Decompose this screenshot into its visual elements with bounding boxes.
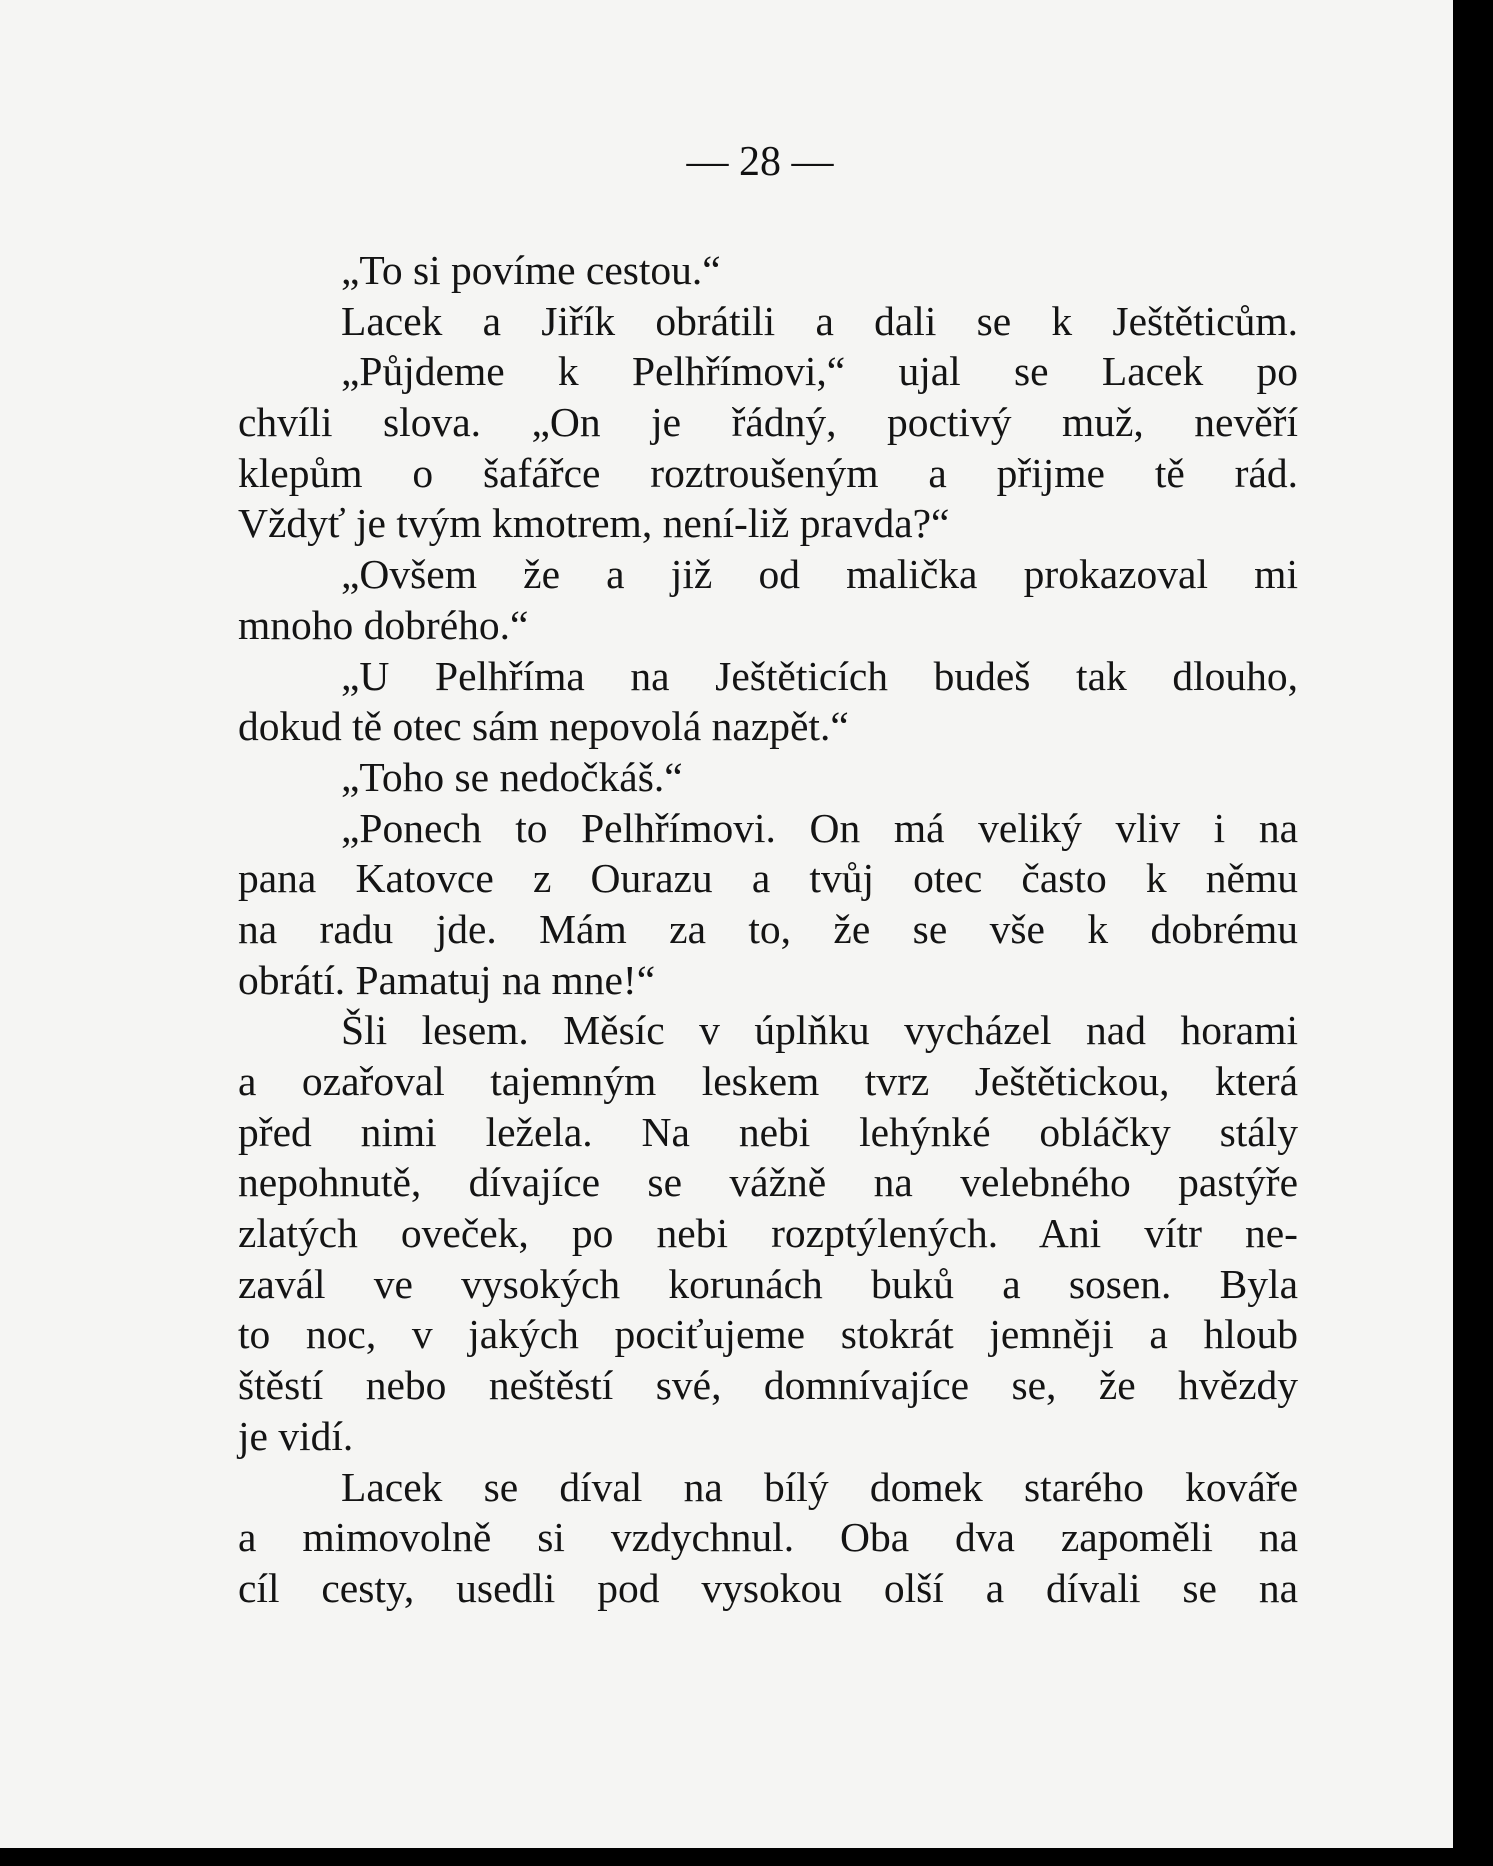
page-number: — 28 — <box>686 139 834 185</box>
text-line: „To si povíme cestou.“ <box>341 247 721 293</box>
text-line: pana Katovce z Ourazu a tvůj otec často k němu <box>238 855 1298 902</box>
text-line: „Půjdeme k Pelhřímovi,“ ujal se Lacek po <box>341 348 1298 395</box>
text-line: na radu jde. Mám za to, že se vše k dobrému <box>238 905 1298 952</box>
text-line: dokud tě otec sám nepovolá nazpět.“ <box>238 703 849 750</box>
text-line: cíl cesty, usedli pod vysokou olší a dívali se na <box>238 1564 1298 1611</box>
text-line: Lacek a Jiřík obrátili a dali se k Ještěticům. <box>341 297 1298 344</box>
text-line: zlatých oveček, po nebi rozptýlených. Ani vítr ne- <box>238 1210 1298 1257</box>
text-line: a ozařoval tajemným leskem tvrz Ještětickou, která <box>238 1058 1298 1104</box>
body-text <box>238 245 1298 1614</box>
scan-border-right <box>1453 0 1493 1866</box>
text-line: Šli lesem. Měsíc v úplňku vycházel nad horami <box>341 1007 1298 1054</box>
text-line: obrátí. Pamatuj na mne!“ <box>238 956 656 1003</box>
text-line: chvíli slova. „On je řádný, poctivý muž, nevěří <box>238 399 1298 446</box>
scan-border-bottom <box>0 1848 1453 1866</box>
text-line: „U Pelhříma na Ještěticích budeš tak dlouho, <box>341 652 1298 699</box>
text-line: štěstí nebo neštěstí své, domnívajíce se, že hvězdy <box>238 1362 1298 1409</box>
text-line: nepohnutě, dívajíce se vážně na velebného pastýře <box>238 1159 1298 1206</box>
text-line: a mimovolně si vzdychnul. Oba dva zapoměli na <box>238 1514 1298 1561</box>
text-line: Lacek se díval na bílý domek starého kováře <box>341 1463 1298 1510</box>
text-line: „Ponech to Pelhřímovi. On má veliký vliv i na <box>341 804 1298 851</box>
text-line: Vždyť je tvým kmotrem, není-liž pravda?“ <box>238 500 950 547</box>
text-line: to noc, v jakých pociťujeme stokrát jemněji a hloub <box>238 1311 1298 1358</box>
text-line: „Ovšem že a již od malička prokazoval mi <box>341 551 1298 598</box>
text-line: je vidí. <box>238 1412 354 1459</box>
text-line: mnoho dobrého.“ <box>238 601 529 648</box>
text-line: zavál ve vysokých korunách buků a sosen. Byla <box>238 1260 1298 1307</box>
text-line: „Toho se nedočkáš.“ <box>341 753 683 800</box>
text-line: klepům o šafářce roztroušeným a přijme tě rád. <box>238 449 1298 496</box>
text-line: před nimi ležela. Na nebi lehýnké obláčky stály <box>238 1108 1298 1155</box>
